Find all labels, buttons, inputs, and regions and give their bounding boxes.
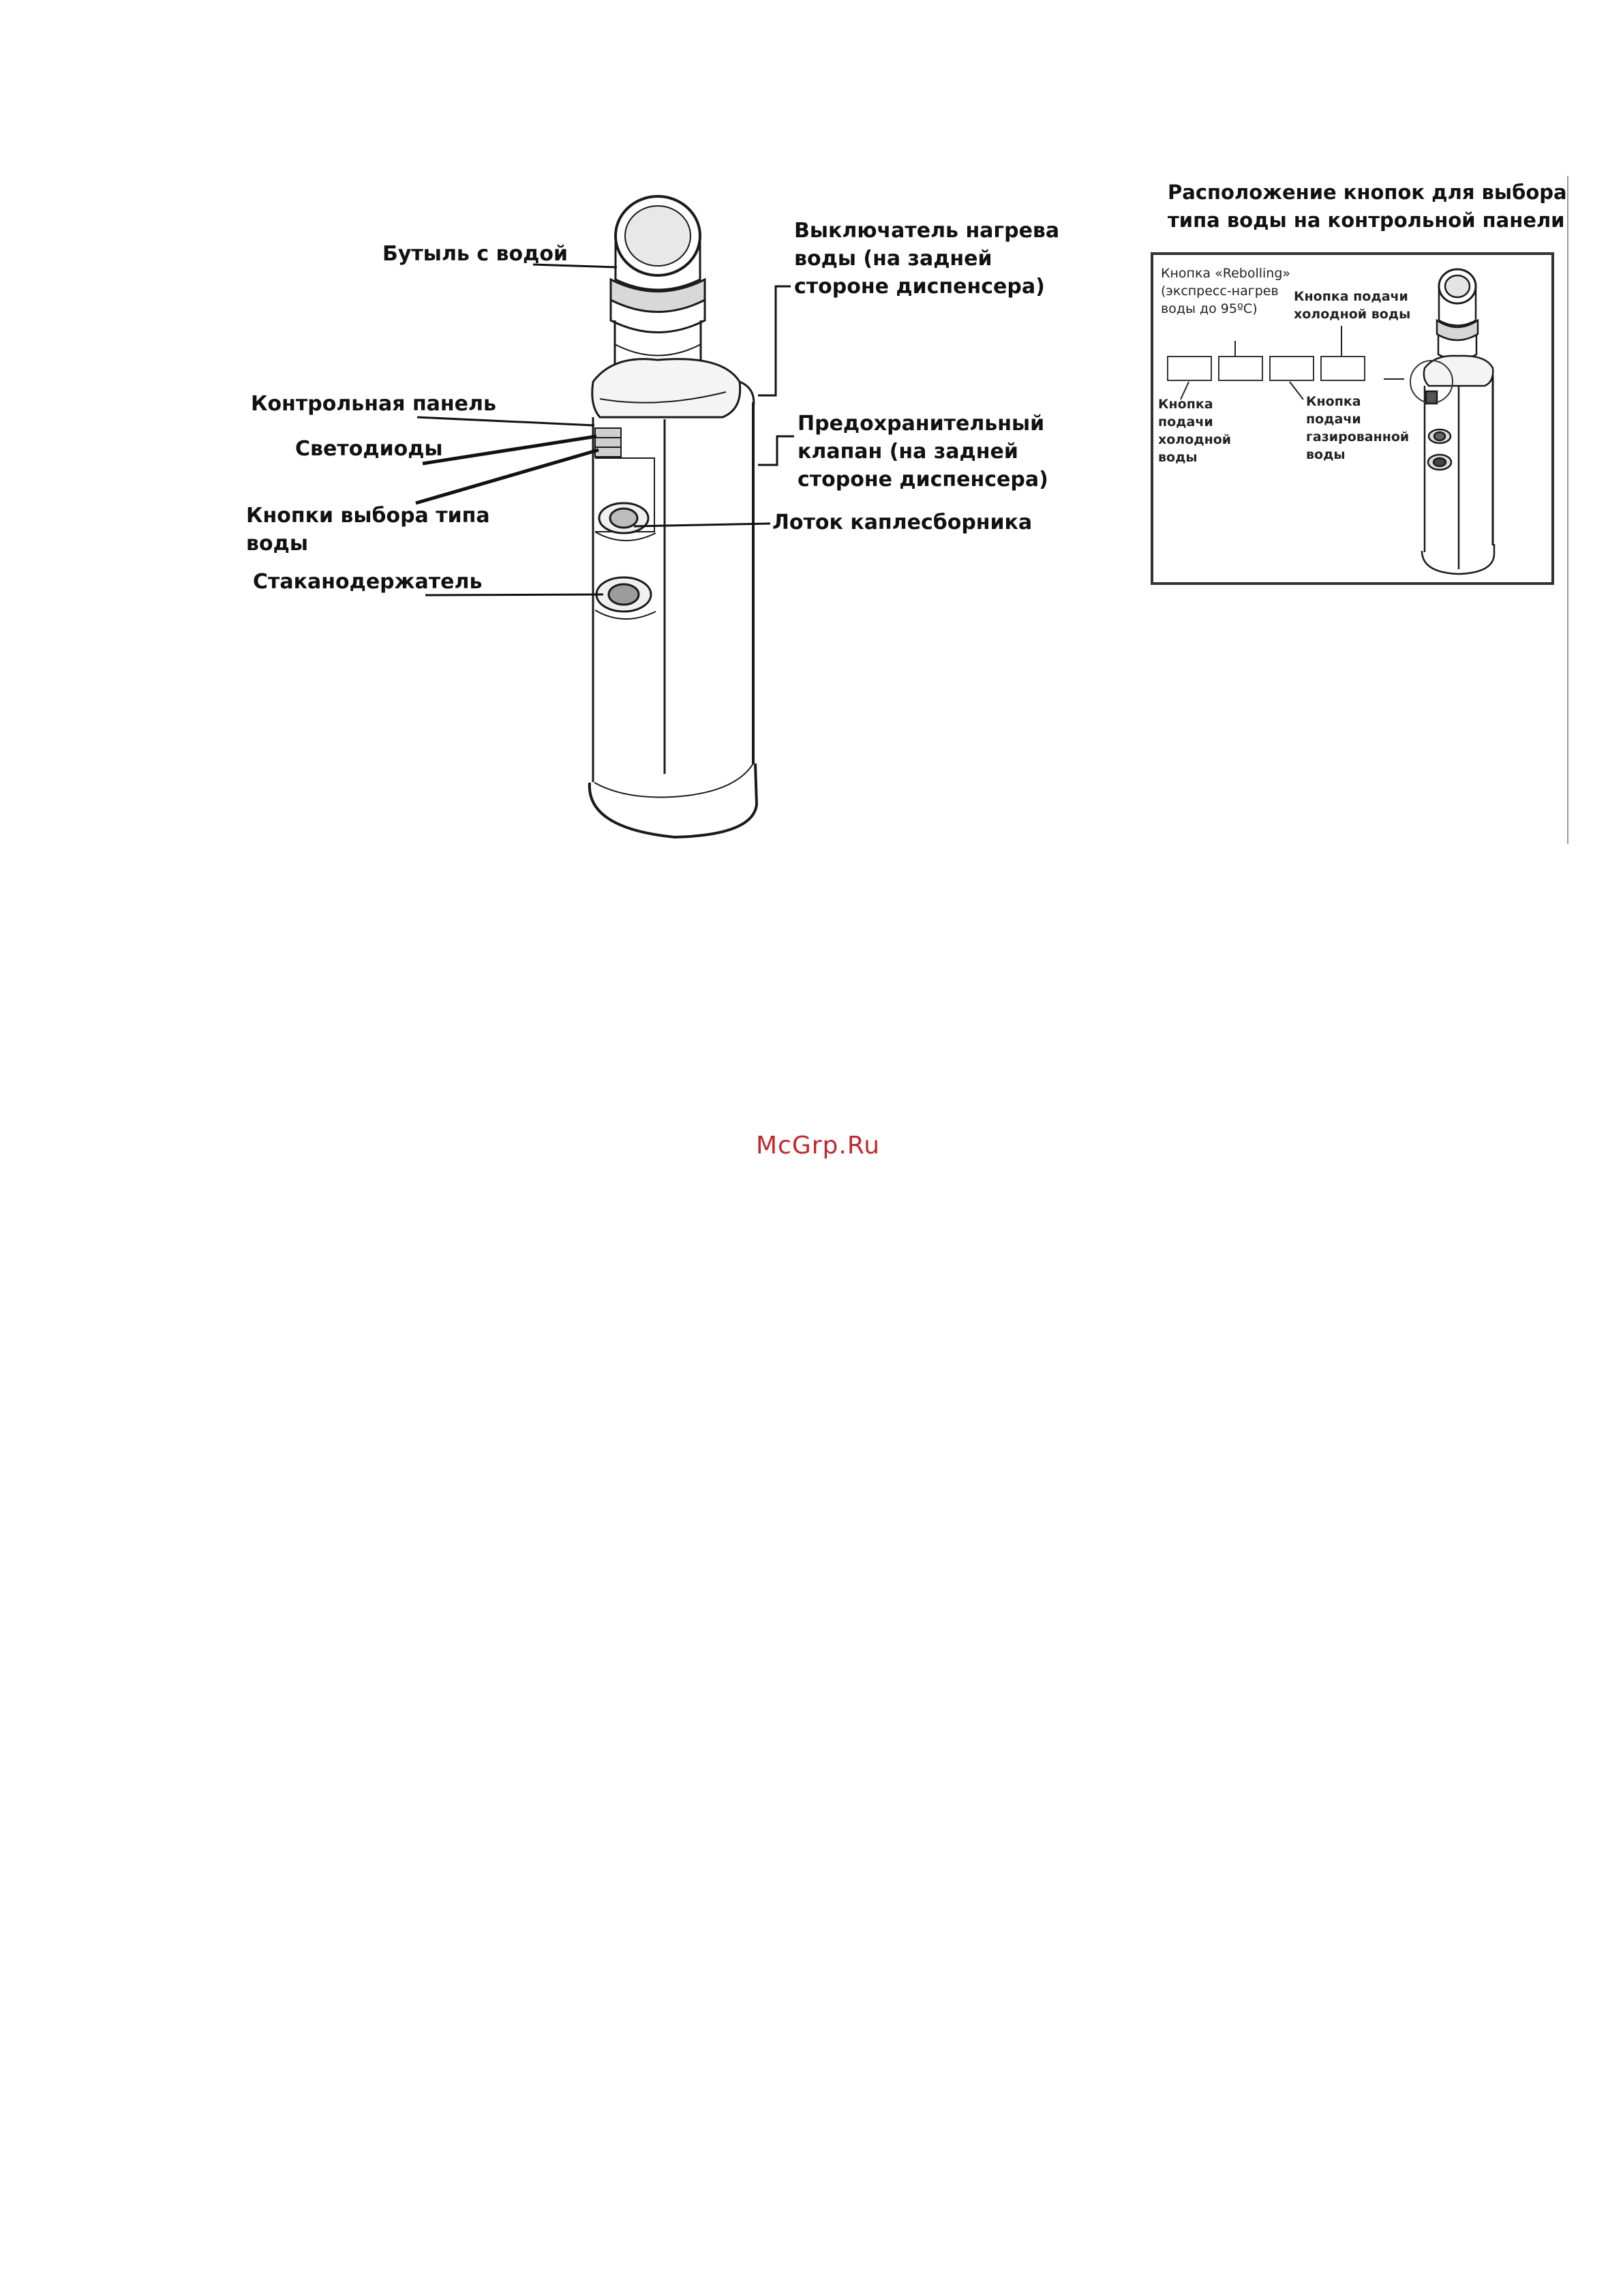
inset-label-rebolling bbox=[1161, 265, 1290, 318]
inset-title-line-1: Расположение кнопок для выбора bbox=[1168, 181, 1567, 204]
label-type-buttons-line-1: Кнопки выбора типа bbox=[246, 504, 490, 528]
inset-label-sparkling bbox=[1306, 393, 1409, 464]
label-safety-valve-line-3: стороне диспенсера) bbox=[798, 468, 1048, 492]
inset-label-cold-left bbox=[1158, 395, 1231, 466]
inset-label-rebolling-line-3: воды до 95ºС) bbox=[1161, 301, 1258, 316]
inset-label-rebolling-line-1: Кнопка «Rebolling» bbox=[1161, 266, 1291, 281]
label-heater-switch bbox=[794, 217, 1059, 301]
label-safety-valve-line-1: Предохранительный bbox=[798, 412, 1045, 436]
label-heater-switch-line-1: Выключатель нагрева bbox=[794, 219, 1060, 243]
inset-label-cold-left-line-4: воды bbox=[1158, 450, 1198, 465]
watermark-link[interactable]: McGrp.Ru bbox=[755, 1132, 881, 1160]
label-bottle: Бутыль с водой bbox=[382, 242, 568, 266]
inset-label-sparkling-line-1: Кнопка bbox=[1306, 394, 1361, 409]
label-cup-holder: Стаканодержатель bbox=[253, 570, 483, 594]
label-heater-switch-line-3: стороне диспенсера) bbox=[794, 275, 1045, 299]
inset-title bbox=[1168, 179, 1567, 235]
label-heater-switch-line-2: воды (на задней bbox=[794, 247, 992, 271]
inset-label-cold-top-line-1: Кнопка подачи bbox=[1294, 289, 1408, 304]
label-type-buttons bbox=[246, 502, 490, 558]
inset-title-line-2: типа воды на контрольной панели bbox=[1168, 209, 1565, 232]
inset-label-cold-left-line-3: холодной bbox=[1158, 432, 1232, 447]
label-leds: Светодиоды bbox=[295, 437, 443, 461]
dispenser-illustration bbox=[590, 196, 757, 837]
label-type-buttons-line-2: воды bbox=[246, 532, 308, 556]
inset-label-cold-left-line-2: подачи bbox=[1158, 414, 1213, 429]
inset-dispenser bbox=[1410, 269, 1494, 574]
label-safety-valve-line-2: клапан (на задней bbox=[798, 440, 1018, 464]
inset-label-sparkling-line-2: подачи bbox=[1306, 412, 1361, 427]
inset-label-cold-top bbox=[1294, 288, 1410, 323]
label-control-panel: Контрольная панель bbox=[251, 392, 496, 416]
inset-label-rebolling-line-2: (экспресс-нагрев bbox=[1161, 284, 1279, 299]
inset-label-cold-top-line-2: холодной воды bbox=[1294, 307, 1411, 322]
label-drip-tray: Лоток каплесборника bbox=[772, 511, 1033, 534]
label-safety-valve bbox=[798, 410, 1048, 494]
inset-label-sparkling-line-4: воды bbox=[1306, 447, 1346, 462]
inset-label-cold-left-line-1: Кнопка bbox=[1158, 397, 1213, 412]
inset-label-sparkling-line-3: газированной bbox=[1306, 429, 1410, 444]
